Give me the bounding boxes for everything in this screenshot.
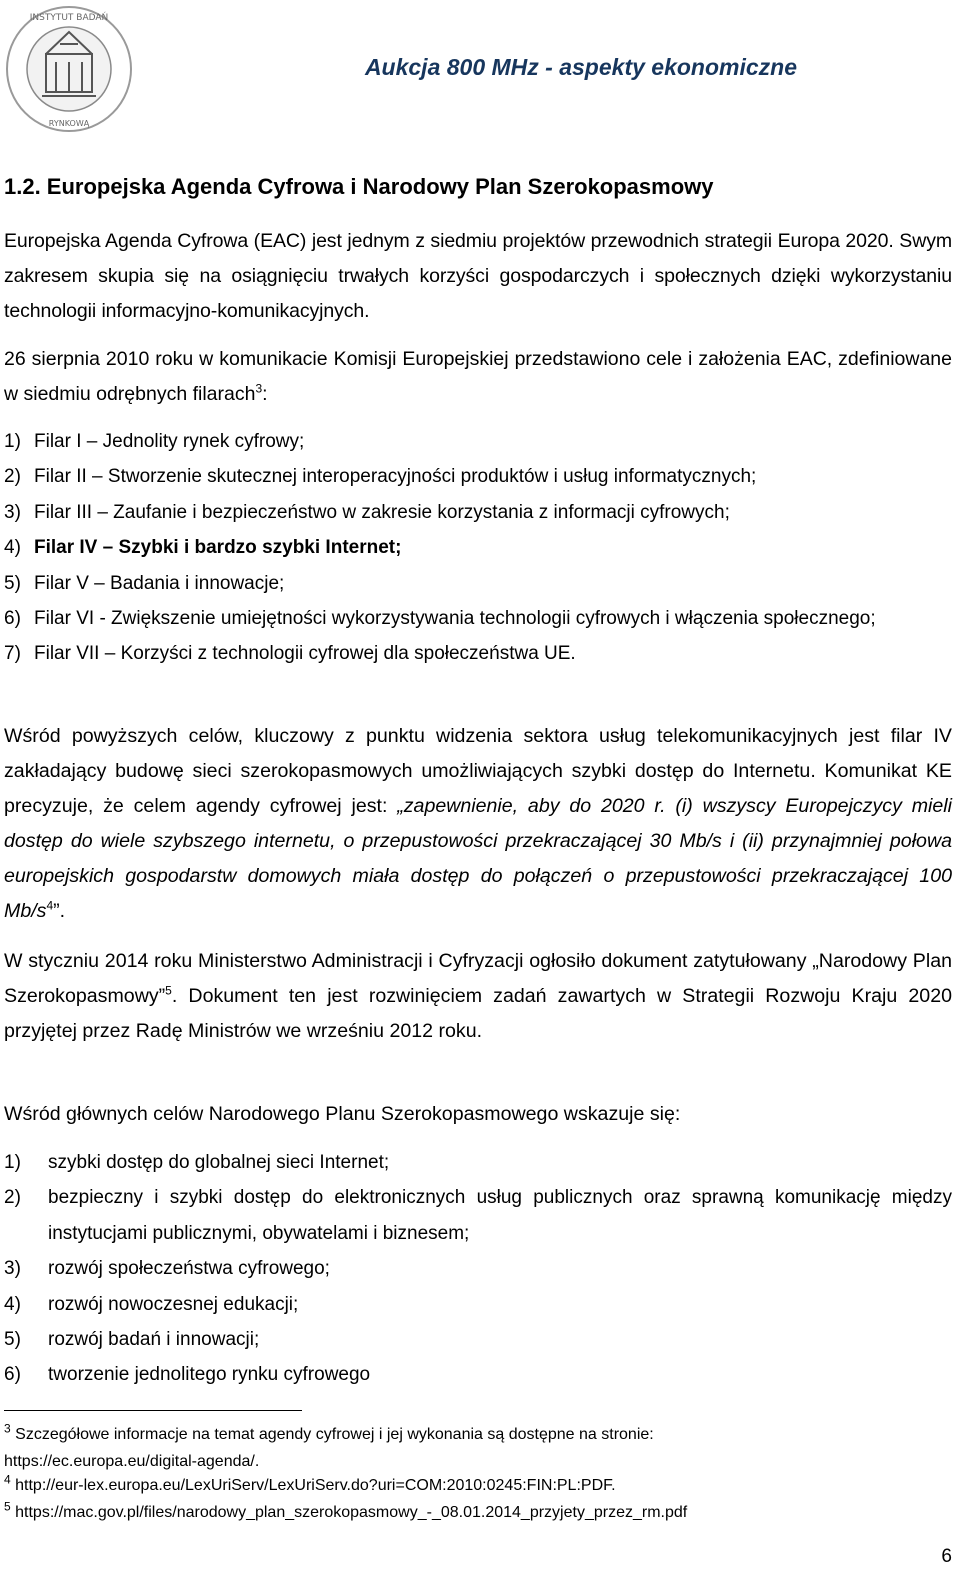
paragraph-eac-pillars-intro — [4, 342, 952, 412]
list-text: Filar VII – Korzyści z technologii cyfrowej dla społeczeństwa UE. — [34, 643, 576, 665]
list-number: 4) — [4, 1293, 21, 1315]
paragraph-tail: : — [262, 383, 268, 405]
goal-item — [4, 1145, 952, 1180]
plan-goals-list — [4, 1145, 952, 1393]
pillar-item — [4, 601, 952, 636]
list-text: rozwój nowoczesnej edukacji; — [48, 1293, 299, 1315]
footnote-5 — [4, 1499, 688, 1524]
list-text: rozwój badań i innowacji; — [48, 1329, 260, 1351]
pillar-item — [4, 424, 952, 459]
footnote-ref-3: 3 — [255, 381, 263, 396]
list-number: 2) — [4, 466, 21, 488]
svg-text:INSTYTUT BADAŃ: INSTYTUT BADAŃ — [29, 13, 109, 23]
footnote-3-link[interactable]: https://ec.europa.eu/digital-agenda/. — [4, 1453, 260, 1470]
goal-item — [4, 1322, 952, 1357]
footnote-4 — [4, 1472, 616, 1497]
list-number: 1) — [4, 431, 21, 452]
list-text: Filar II – Stworzenie skutecznej interoperacyjności produktów i usług informatycznych; — [34, 466, 757, 488]
list-text: Filar V – Badania i innowacje; — [34, 572, 285, 594]
footnote-ref-5: 5 — [165, 983, 172, 998]
footnote-number: 4 — [4, 1472, 11, 1487]
paragraph-tail: . Dokument ten jest rozwinięciem zadań zawartych w Strategii Rozwoju Kraju 2020 przyjętej przez Radę Ministrów we wrześniu 2012 roku. — [4, 985, 952, 1042]
list-number: 5) — [4, 572, 21, 594]
goal-item — [4, 1180, 952, 1251]
paragraph-national-plan — [4, 944, 952, 1049]
agenda-quote: „zapewnienie, aby do 2020 r. (i) wszyscy Europejczycy mieli dostęp do wiele szybszego internetu, o przepustowości przekraczającej 30 Mb/s i (ii) przynajmniej połowa europejskich gospodarstw domowych miała dostęp do połączeń o przepustowości przekraczającej 100 Mb/s — [4, 795, 952, 922]
footnote-ref-4: 4 — [46, 898, 54, 913]
pillar-item — [4, 495, 952, 530]
list-number: 1) — [4, 1152, 21, 1173]
footnote-3 — [4, 1421, 654, 1446]
footnote-separator — [4, 1410, 302, 1411]
page-number: 6 — [941, 1546, 952, 1567]
list-text: Filar VI - Zwiększenie umiejętności wykorzystywania technologii cyfrowych i włączenia społecznego; — [34, 608, 876, 630]
footnote-number: 5 — [4, 1499, 11, 1514]
paragraph-plan-goals-intro: Wśród głównych celów Narodowego Planu Szerokopasmowego wskazuje się: — [4, 1103, 681, 1125]
list-number: 2) — [4, 1187, 21, 1209]
paragraph-pillar-iv — [4, 719, 952, 929]
pillar-item — [4, 530, 952, 565]
goal-item — [4, 1251, 952, 1286]
paragraph-text: 26 sierpnia 2010 roku w komunikacie Komisji Europejskiej przedstawiono cele i założenia EAC, zdefiniowane w siedmiu odrębnych filarach — [4, 348, 952, 405]
goal-item — [4, 1287, 952, 1322]
list-text: rozwój społeczeństwa cyfrowego; — [48, 1258, 330, 1280]
list-text: Filar IV – Szybki i bardzo szybki Internet; — [34, 537, 402, 559]
pillar-item — [4, 566, 952, 601]
footnote-link[interactable]: http://eur-lex.europa.eu/LexUriServ/LexUriServ.do?uri=COM:2010:0245:FIN:PL:PDF. — [15, 1477, 616, 1494]
list-number: 6) — [4, 1364, 21, 1386]
footnote-number: 3 — [4, 1421, 11, 1436]
list-text: tworzenie jednolitego rynku cyfrowego — [48, 1364, 371, 1386]
footnote-text: Szczegółowe informacje na temat agendy cyfrowej i jej wykonania są dostępne na stronie: — [15, 1426, 654, 1443]
list-number: 3) — [4, 501, 21, 523]
section-heading: 1.2. Europejska Agenda Cyfrowa i Narodowy Plan Szerokopasmowy — [4, 174, 714, 199]
list-number: 4) — [4, 537, 21, 559]
list-number: 7) — [4, 643, 21, 665]
goal-item — [4, 1357, 952, 1392]
footnote-link[interactable]: https://mac.gov.pl/files/narodowy_plan_szerokopasmowy_-_08.01.2014_przyjety_przez_rm.pdf — [15, 1504, 688, 1521]
paragraph-text: Wśród powyższych celów, kluczowy z punktu widzenia sektora usług telekomunikacyjnych jest filar IV zakładający budowę sieci szerokopasmowych umożliwiających szybki dostęp do Internetu. Komunikat KE precyzuje, że celem agendy cyfrowej jest: — [4, 725, 952, 817]
list-number: 3) — [4, 1258, 21, 1280]
list-text: bezpieczny i szybki dostęp do elektronicznych usług publicznych oraz sprawną komunikację między instytucjami publicznymi, obywatelami i biznesem; — [48, 1187, 952, 1244]
eac-pillars-list — [4, 424, 952, 672]
list-text: Filar I – Jednolity rynek cyfrowy; — [34, 431, 305, 452]
list-number: 6) — [4, 608, 21, 630]
paragraph-text: W styczniu 2014 roku Ministerstwo Administracji i Cyfryzacji ogłosiło dokument zatytułowany „Narodowy Plan Szerokopasmowy” — [4, 950, 952, 1007]
institute-logo-seal — [2, 4, 136, 134]
document-running-title: Aukcja 800 MHz - aspekty ekonomiczne — [364, 54, 797, 80]
svg-text:RYNKOWĄ: RYNKOWĄ — [48, 119, 90, 128]
list-text: szybki dostęp do globalnej sieci Internet; — [48, 1152, 390, 1173]
list-number: 5) — [4, 1329, 21, 1351]
paragraph-tail: ”. — [53, 900, 66, 922]
pillar-item — [4, 636, 952, 671]
paragraph-eac-intro: Europejska Agenda Cyfrowa (EAC) jest jednym z siedmiu projektów przewodnich strategii Europa 2020. Swym zakresem skupia się na osiągnięciu trwałych korzyści gospodarczych i społecznych dzięki wykorzystaniu technologii informacyjno-komunikacyjnych. — [4, 230, 952, 322]
list-text: Filar III – Zaufanie i bezpieczeństwo w zakresie korzystania z informacji cyfrowych; — [34, 501, 730, 523]
pillar-item — [4, 459, 952, 494]
